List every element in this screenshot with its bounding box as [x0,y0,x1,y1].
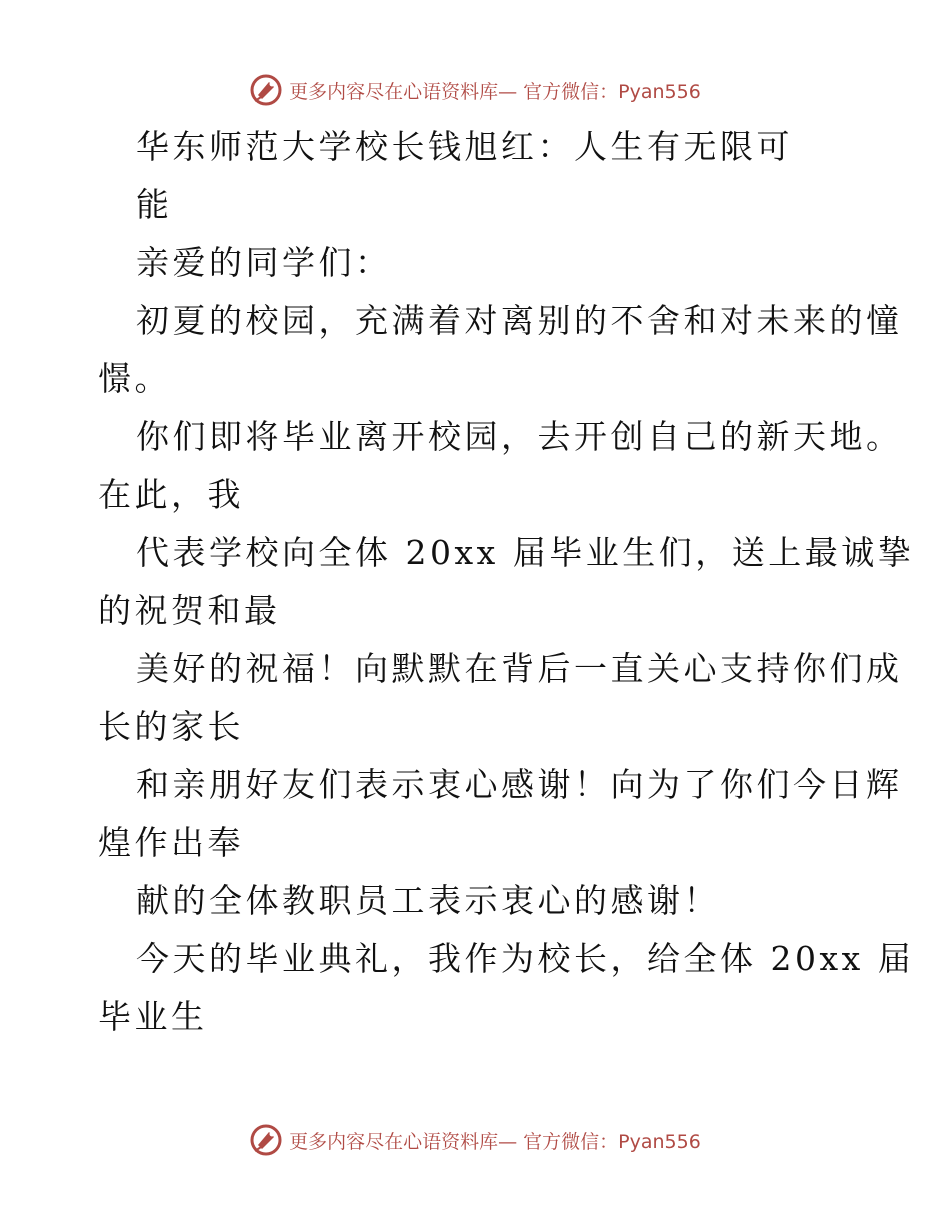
paragraph-line: 长的家长 [98,707,244,746]
header-banner [0,70,950,110]
paragraph-line: 和亲朋好友们表示衷心感谢！向为了你们今日辉 [136,765,903,804]
paragraph-line: 煌作出奉 [98,823,244,862]
footer-banner-text: 更多内容尽在心语资料库— [289,1130,518,1153]
paragraph-line: 毕业生 [98,997,208,1036]
header-banner-text: 更多内容尽在心语资料库— [289,80,518,103]
paragraph-line: 美好的祝福！向默默在背后一直关心支持你们成 [136,649,903,688]
paragraph-line: 今天的毕业典礼，我作为校长，给全体 20xx 届 [136,939,915,978]
paragraph-line: 你们即将毕业离开校园，去开创自己的新天地。 [136,417,903,456]
document-body [98,118,915,1046]
logo-icon [249,1123,283,1157]
title-line-2: 能 [136,185,173,224]
paragraph-line: 初夏的校园，充满着对离别的不舍和对未来的憧 [136,301,903,340]
footer-banner-wechat: 官方微信：Pyan556 [523,1130,701,1153]
salutation: 亲爱的同学们： [136,243,392,282]
paragraph-line: 代表学校向全体 20xx 届毕业生们，送上最诚挚 [136,533,915,572]
paragraph-line: 献的全体教职员工表示衷心的感谢！ [136,881,720,920]
paragraph-line: 的祝贺和最 [98,591,281,630]
logo-icon [249,73,283,107]
footer-banner [0,1120,950,1160]
paragraph-line: 憬。 [98,359,171,398]
header-banner-wechat: 官方微信：Pyan556 [523,80,701,103]
paragraph-line: 在此，我 [98,475,244,514]
title-line-1: 华东师范大学校长钱旭红：人生有无限可 [136,127,793,166]
